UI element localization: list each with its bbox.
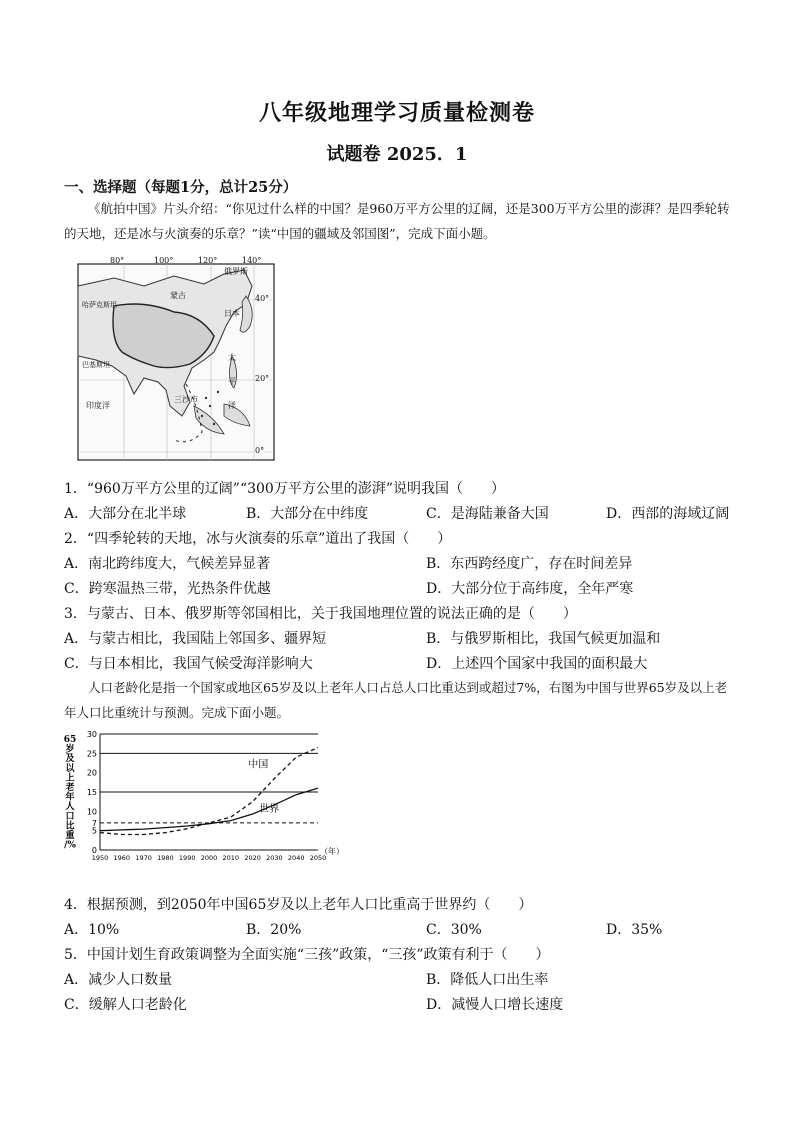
map-label-pacific: 太: [228, 353, 236, 362]
exam-subtitle: 试题卷 2025．1: [326, 144, 468, 165]
question-4-option-b[interactable]: B．20%: [246, 922, 302, 938]
question-4-stem: 4．根据预测，到2050年中国65岁及以上老年人口比重高于世界约（ ）: [64, 897, 533, 913]
x-tick-label: 2040: [287, 854, 305, 862]
question-3-option-c[interactable]: C．与日本相比，我国气候受海洋影响大: [64, 656, 313, 672]
intro-paragraph-1: 《航拍中国》片头介绍：“你见过什么样的中国？是960万平方公里的辽阔，还是300万平方公里的澎湃？是四季轮转的天地，还是冰与火演奏的乐章？”读“中国的疆域及邻国图”，完成下面小题。: [64, 201, 730, 241]
question-5-stem: 5．中国计划生育政策调整为全面实施“三孩”政策，“三孩”政策有利于（ ）: [64, 947, 550, 963]
question-2-option-c[interactable]: C．跨寒温热三带，光热条件优越: [64, 581, 271, 597]
series-label-china: 中国: [248, 759, 269, 771]
x-tick-label: 2020: [244, 854, 261, 862]
question-5-option-a[interactable]: A．减少人口数量: [64, 972, 173, 988]
x-tick-label: 1990: [178, 854, 196, 862]
series-line-world: [100, 788, 318, 831]
y-tick-label: 5: [91, 826, 97, 836]
map-label-pakistan: 巴基斯坦: [82, 361, 110, 369]
map-label-mongolia: 蒙古: [170, 291, 186, 300]
question-2-stem: 2．“四季轮转的天地，冰与火演奏的乐章”道出了我国（ ）: [64, 531, 452, 547]
map-label-russia: 俄罗斯: [224, 267, 248, 276]
map-lat-label: 20°: [255, 374, 270, 383]
y-tick-label: 15: [86, 788, 97, 797]
map-lon-label: 100°: [154, 256, 174, 265]
x-tick-label: 2030: [266, 854, 283, 862]
intro-paragraph-2: 人口老龄化是指一个国家或地区65岁及以上老年人口占总人口比重达到或超过7%，右图为中国与世界65岁及以上老年人口比重统计与预测。完成下面小题。: [64, 680, 728, 720]
x-tick-label: 2010: [222, 854, 240, 862]
question-3-option-b[interactable]: B．与俄罗斯相比，我国气候更加温和: [426, 631, 661, 647]
map-lon-label: 80°: [110, 256, 125, 265]
series-line-china: [100, 748, 318, 835]
y-tick-label: 0: [91, 846, 97, 855]
y-tick-label: 30: [86, 730, 97, 739]
question-3-option-a[interactable]: A．与蒙古相比，我国陆上邻国多、疆界短: [64, 631, 327, 647]
map-label-pacific: 洋: [228, 401, 236, 410]
map-label-sansha: 三沙市: [174, 395, 198, 404]
map-label-pacific: 平: [228, 377, 236, 386]
question-3-option-d[interactable]: D．上述四个国家中我国的面积最大: [426, 656, 648, 672]
map-lat-label: 0°: [255, 446, 265, 455]
question-1-option-c[interactable]: C．是海陆兼备大国: [426, 506, 549, 522]
question-1-option-a[interactable]: A．大部分在北半球: [64, 506, 187, 522]
y-tick-label: 10: [86, 807, 97, 817]
y-tick-label: 20: [86, 768, 97, 778]
map-label-indian-ocean: 印度洋: [86, 401, 110, 410]
question-5-option-c[interactable]: C．缓解人口老龄化: [64, 997, 187, 1013]
x-tick-label: 2000: [200, 854, 218, 862]
question-1-option-b[interactable]: B．大部分在中纬度: [246, 506, 369, 522]
x-axis-label: （年）: [320, 847, 344, 856]
exam-title: 八年级地理学习质量检测卷: [258, 100, 535, 126]
x-tick-label: 1950: [91, 854, 109, 862]
y-axis-label: 65 岁及以上老年人口比重/%: [63, 735, 77, 851]
y-tick-label: 25: [86, 749, 97, 759]
china-neighbors-map: [74, 256, 280, 462]
series-label-world: 世界: [259, 804, 280, 816]
question-4-option-d[interactable]: D．35%: [606, 922, 663, 938]
map-label-kazakhstan: 哈萨克斯坦: [82, 301, 117, 309]
question-4-option-c[interactable]: C．30%: [426, 922, 482, 938]
question-5-option-d[interactable]: D．减慢人口增长速度: [426, 997, 564, 1013]
question-4-option-a[interactable]: A．10%: [64, 922, 120, 938]
x-tick-label: 2050: [309, 854, 327, 862]
question-1-stem: 1．“960万平方公里的辽阔”“300万平方公里的澎湃”说明我国（ ）: [64, 481, 505, 497]
x-tick-label: 1960: [113, 854, 131, 862]
x-tick-label: 1980: [157, 854, 174, 862]
y-tick-label: 7: [91, 818, 97, 828]
question-2-option-d[interactable]: D．大部分位于高纬度，全年严寒: [426, 581, 634, 597]
section-heading: 一、选择题（每题1分，总计25分）: [64, 179, 298, 196]
map-lon-label: 140°: [242, 256, 262, 265]
map-label-japan: 日本: [224, 309, 240, 318]
x-tick-label: 1970: [135, 854, 152, 862]
question-3-stem: 3．与蒙古、日本、俄罗斯等邻国相比，关于我国地理位置的说法正确的是（ ）: [64, 606, 577, 622]
map-lat-label: 40°: [255, 294, 270, 303]
question-2-option-a[interactable]: A．南北跨纬度大，气候差异显著: [64, 556, 271, 572]
map-lon-label: 120°: [198, 256, 218, 265]
question-1-option-d[interactable]: D．西部的海域辽阔: [606, 506, 730, 522]
aging-ratio-chart: [62, 728, 344, 876]
question-5-option-b[interactable]: B．降低人口出生率: [426, 972, 549, 988]
question-2-option-b[interactable]: B．东西跨经度广，存在时间差异: [426, 556, 633, 572]
